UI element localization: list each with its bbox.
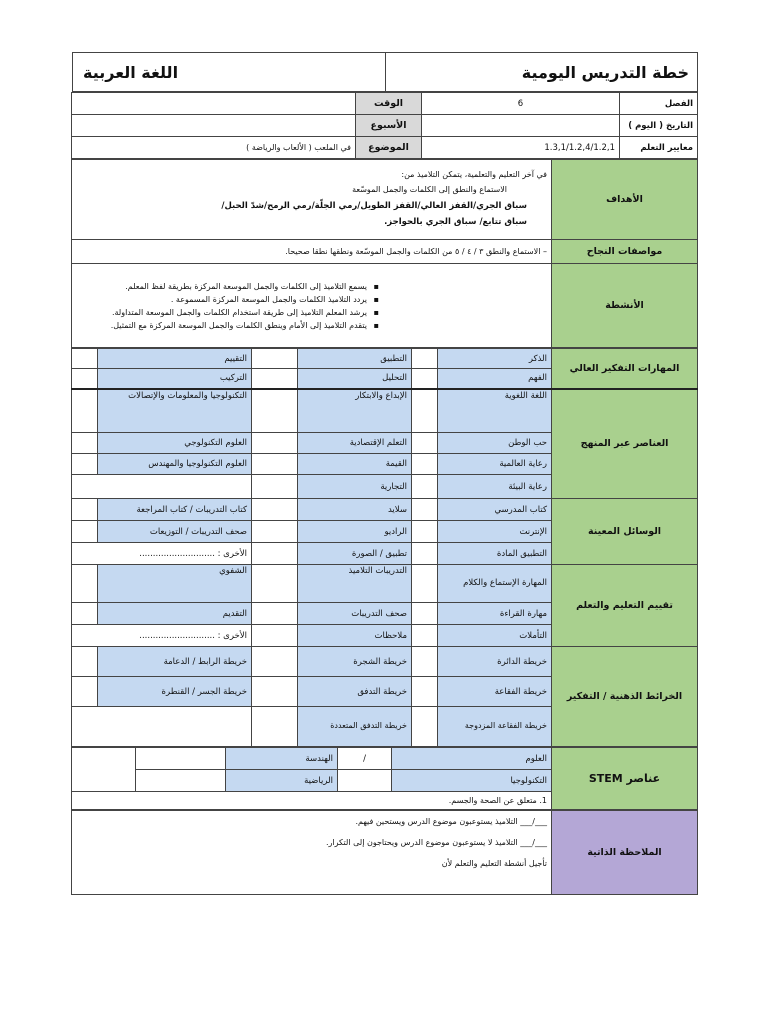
assess-check[interactable] [252,603,298,625]
maps-check[interactable] [412,647,438,677]
activities-list [76,282,547,330]
assess-check[interactable] [252,625,298,647]
assess-r2-c3: التقديم [98,603,252,625]
objectives-content [72,160,552,240]
assess-r1-c1: المهارة الإستماع والكلام [438,565,552,603]
standards-label: معايير التعلم [620,137,698,159]
activity-item: ▪ يسمع التلاميذ إلى الكلمات والجمل الموسعة المركزة بطريقة لفظ المعلم. [76,282,367,291]
assess-r2-c1: مهارة القراءة [438,603,552,625]
maps-check[interactable] [252,707,298,747]
activity-item: ▪ يتقدم التلاميذ إلى الأمام وينطق الكلمات والجمل الموسعة المركزة مع التمثيل. [76,321,367,330]
cross-check[interactable] [72,389,98,433]
stem-technology-check[interactable] [338,770,392,792]
aids-r1-c2: سلايد [298,499,412,521]
assess-r1-c3: الشفوي [98,565,252,603]
reflection-table [71,810,698,895]
maps-check[interactable] [72,647,98,677]
stem-science-mark[interactable]: / [338,748,392,770]
hots-evaluate: التقييم [98,349,252,369]
activities-content [72,264,552,348]
maps-r1-c2: خريطة الشجرة [298,647,412,677]
info-table [71,92,698,159]
stem-label: عناصر STEM [552,748,698,810]
assessment-label: تقييم التعليم والتعلم [552,565,698,647]
cross-check[interactable] [252,454,298,475]
class-value[interactable]: 6 [422,93,620,115]
assess-check[interactable] [412,603,438,625]
hots-analyze-check[interactable] [252,369,298,389]
aids-check[interactable] [252,543,298,565]
assess-check[interactable] [72,565,98,603]
hots-remember-check[interactable] [412,349,438,369]
maps-r2-c1: خريطة الفقاعة [438,677,552,707]
aids-r1-c3: كتاب التدريبات / كتاب المراجعة [98,499,252,521]
reflection-line-3[interactable]: تأجيل أنشطة التعليم والتعلم لأن [441,859,547,868]
maps-r2-c2: خريطة التدفق [298,677,412,707]
subject-title: اللغة العربية [73,53,386,92]
maps-r3-c2: خريطة التدفق المتعددة [298,707,412,747]
cross-r4-empty [72,475,252,499]
aids-check[interactable] [72,499,98,521]
success-label: مواصفات النجاح [552,240,698,264]
assess-check[interactable] [412,625,438,647]
hots-label: المهارات التفكير العالي [552,349,698,389]
maps-check[interactable] [412,677,438,707]
cross-check[interactable] [412,475,438,499]
aids-r3-c1: التطبيق المادة [438,543,552,565]
reflection-line-2[interactable]: ___/___ التلاميذ لا يستوعبون موضوع الدرس ويحتاجون إلى التكرار. [326,838,547,847]
cross-check[interactable] [252,433,298,454]
cross-r3-c2: القيمة [298,454,412,475]
week-label: الأسبوع [356,115,422,137]
class-label: الفصل [620,93,698,115]
aids-check[interactable] [252,499,298,521]
topic-label: الموضوع [356,137,422,159]
stem-engineering: الهندسة [226,748,338,770]
stem-math-check[interactable] [136,770,226,792]
objectives-table [71,159,698,348]
cross-check[interactable] [252,389,298,433]
cross-r1-c2: الإبداع والابتكار [298,389,412,433]
stem-technology: التكنولوجيا [392,770,552,792]
cross-r3-c1: رعاية العالمية [438,454,552,475]
hots-apply-check[interactable] [252,349,298,369]
hots-evaluate-check[interactable] [72,349,98,369]
cross-r1-c1: اللغة اللغوية [438,389,552,433]
objectives-line-2: الاستماع والنطق إلى الكلمات والجمل الموسّعة [352,185,507,195]
maps-r1-c1: خريطة الدائرة [438,647,552,677]
aids-check[interactable] [412,521,438,543]
plan-title: خطة التدريس اليومية [385,53,698,92]
stem-note: 1. متعلق عن الصحة والجسم. [72,792,552,810]
reflection-label: الملاحظة الذاتية [552,811,698,895]
maps-check[interactable] [252,677,298,707]
cross-check[interactable] [412,454,438,475]
assess-r2-c2: صحف التدريبات [298,603,412,625]
topic-value[interactable]: في الملعب ( الألعاب والرياضة ) [72,137,356,159]
stem-science: العلوم [392,748,552,770]
grid-table [71,348,698,747]
assess-check[interactable] [252,565,298,603]
standards-value[interactable]: 1.3,1/1.2,4/1.2,1 [422,137,620,159]
hots-analyze: التحليل [298,369,412,389]
week-value[interactable] [72,115,356,137]
objectives-line-3: سباق الجري/القفز العالي/القفز الطويل/رمي الجلّة/رمي الرمح/شدّ الحبل/ [221,200,527,211]
hots-understand-check[interactable] [412,369,438,389]
reflection-line-1[interactable]: ___/___ التلاميذ يستوعبون موضوع الدرس ويستحين فيهم. [355,817,547,826]
header-table [72,52,698,92]
cross-check[interactable] [412,433,438,454]
time-label: الوقت [356,93,422,115]
objectives-label: الأهداف [552,160,698,240]
assess-check[interactable] [412,565,438,603]
date-value[interactable] [422,115,620,137]
cross-check[interactable] [72,433,98,454]
stem-engineering-check[interactable] [136,748,226,770]
cross-r1-c3: التكنولوجيا والمعلومات والإتصالات [98,389,252,433]
stem-math: الرياضية [226,770,338,792]
aids-r2-c1: الإنترنت [438,521,552,543]
activity-item: ▪ يردد التلاميذ الكلمات والجمل الموسعة المركزة المسموعة . [76,295,367,304]
cross-r2-c1: حب الوطن [438,433,552,454]
activities-label: الأنشطة [552,264,698,348]
aids-r2-c2: الراديو [298,521,412,543]
aids-check[interactable] [72,521,98,543]
objectives-line-1: في آخر التعليم والتعلمية، يتمكن التلاميذ من: [401,170,547,180]
date-label: التاريخ ( اليوم ) [620,115,698,137]
maps-r3-empty [72,707,252,747]
lesson-plan-sheet [72,52,698,895]
time-value[interactable] [72,93,356,115]
cross-check[interactable] [412,389,438,433]
reflection-content [72,811,552,895]
aids-check[interactable] [412,499,438,521]
maps-check[interactable] [412,707,438,747]
cross-check[interactable] [72,454,98,475]
aids-check[interactable] [252,521,298,543]
cross-r3-c3: العلوم التكنولوجيا والمهندس [98,454,252,475]
aids-r3-c2: تطبيق / الصورة [298,543,412,565]
cross-r2-c3: العلوم التكنولوجي [98,433,252,454]
cross-check[interactable] [252,475,298,499]
cross-label: العناصر عبر المنهج [552,389,698,499]
assess-check[interactable] [72,603,98,625]
hots-apply: التطبيق [298,349,412,369]
cross-r2-c2: التعلم الإقتصادية [298,433,412,454]
stem-table [71,747,698,810]
hots-understand: الفهم [438,369,552,389]
assess-other[interactable]: الأخرى : ............................ [72,625,252,647]
assess-r3-c2: ملاحظات [298,625,412,647]
activity-item: ▪ يرشد المعلم التلاميذ إلى طريقة استخدام الكلمات والجمل الموسعة المتداولة. [76,308,367,317]
maps-check[interactable] [252,647,298,677]
hots-synthesize: التركيب [98,369,252,389]
maps-r3-c1: خريطة الفقاعة المزدوجة [438,707,552,747]
cross-r4-c1: رعاية البيئة [438,475,552,499]
maps-r1-c3: خريطة الرابط / الدعامة [98,647,252,677]
maps-r2-c3: خريطة الجسر / القنطرة [98,677,252,707]
hots-remember: الذكر [438,349,552,369]
aids-r1-c1: كتاب المدرسي [438,499,552,521]
assess-r3-c1: التأملات [438,625,552,647]
objectives-line-4: سباق تتابع/ سباق الجري بالحواجز. [384,217,527,228]
aids-r2-c3: صحف التدريبات / التوزيعات [98,521,252,543]
assess-r1-c2: التدريبات التلاميذ [298,565,412,603]
maps-check[interactable] [72,677,98,707]
stem-blank [72,770,136,792]
cross-r4-c2: التجارية [298,475,412,499]
aids-label: الوسائل المعينة [552,499,698,565]
stem-blank [72,748,136,770]
success-text: – الاستماع والنطق ٣ / ٤ / ٥ من الكلمات والجمل الموسّعة ونطقها نطقا صحيحا. [72,240,552,264]
aids-check[interactable] [412,543,438,565]
hots-synthesize-check[interactable] [72,369,98,389]
maps-label: الخرائط الذهنية / التفكير [552,647,698,747]
aids-other[interactable]: الأخرى : ............................ [72,543,252,565]
